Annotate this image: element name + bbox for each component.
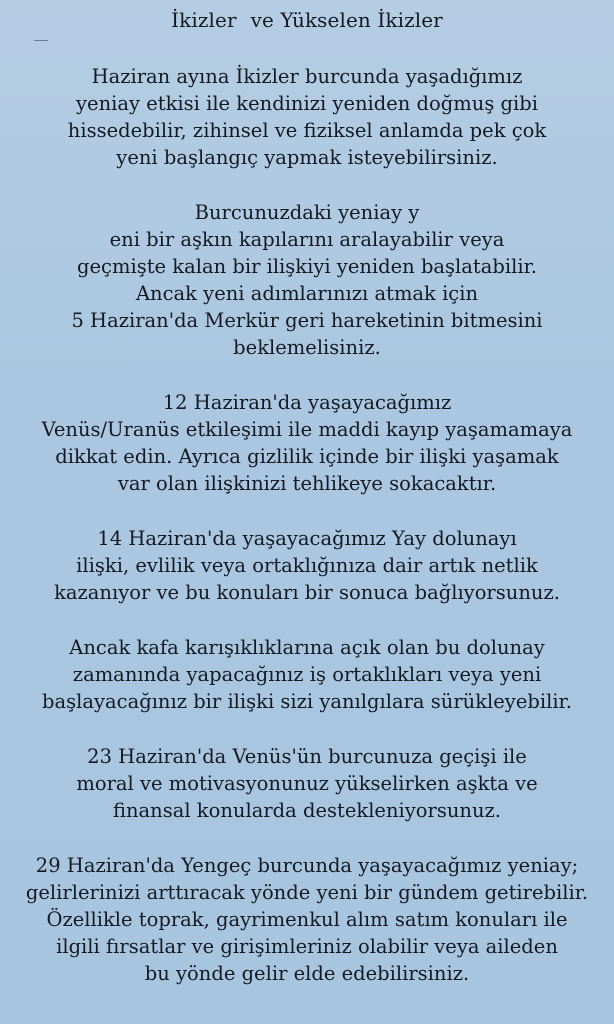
text-line: Haziran ayına İkizler burcunda yaşadığımız bbox=[91, 65, 523, 88]
text-line: hissedebilir, zihinsel ve fiziksel anlamda pek çok bbox=[67, 119, 547, 142]
text-line: Burcunuzdaki yeniay y bbox=[194, 201, 420, 224]
text-line: eni bir aşkın kapılarını aralayabilir veya bbox=[109, 228, 505, 251]
title-part-1: İkizler bbox=[171, 8, 237, 32]
text-line: Özellikle toprak, gayrimenkul alım satım konuları ile bbox=[46, 908, 568, 931]
text-line: başlayacağınız bir ilişki sizi yanılgılara sürükleyebilir. bbox=[42, 690, 572, 713]
text-line: beklemelisiniz. bbox=[233, 336, 381, 359]
paragraph-2 bbox=[0, 199, 614, 361]
text-line: yeni başlangıç yapmak isteyebilirsiniz. bbox=[116, 146, 498, 169]
text-line: Ancak yeni adımlarınızı atmak için bbox=[135, 282, 479, 305]
paragraph-5 bbox=[0, 634, 614, 715]
text-line: 23 Haziran'da Venüs'ün burcunuza geçişi ile bbox=[87, 745, 527, 768]
text-line: var olan ilişkinizi tehlikeye sokacaktır. bbox=[117, 472, 497, 495]
text-line: 12 Haziran'da yaşayacağımız bbox=[162, 391, 452, 414]
text-line: moral ve motivasyonunuz yükselirken aşkta ve bbox=[76, 772, 538, 795]
text-line: ilgili fırsatlar ve girişimleriniz olabilir veya aileden bbox=[56, 935, 558, 958]
text-line: gelirlerinizi arttıracak yönde yeni bir gündem getirebilir. bbox=[25, 881, 589, 904]
paragraph-3 bbox=[0, 389, 614, 497]
text-line: 5 Haziran'da Merkür geri hareketinin bitmesini bbox=[71, 309, 543, 332]
divider bbox=[34, 40, 48, 41]
text-line: 29 Haziran'da Yengeç burcunda yaşayacağımız yeniay; bbox=[35, 854, 579, 877]
text-line: kazanıyor ve bu konuları bir sonuca bağlıyorsunuz. bbox=[54, 581, 560, 604]
text-line: yeniay etkisi ile kendinizi yeniden doğmuş gibi bbox=[76, 92, 538, 115]
paragraph-6 bbox=[0, 743, 614, 824]
text-line: zamanında yapacağınız iş ortaklıkları veya yeni bbox=[72, 663, 542, 686]
text-line: finansal konularda destekleniyorsunuz. bbox=[112, 799, 501, 822]
text-line: 14 Haziran'da yaşayacağımız Yay dolunayı bbox=[97, 527, 517, 550]
text-line: Venüs/Uranüs etkileşimi ile maddi kayıp yaşamamaya bbox=[41, 418, 573, 441]
text-line: dikkat edin. Ayrıca gizlilik içinde bir ilişki yaşamak bbox=[55, 445, 559, 468]
title-part-2: ve Yükselen İkizler bbox=[250, 8, 443, 32]
text-line: Ancak kafa karışıklıklarına açık olan bu dolunay bbox=[69, 636, 545, 659]
paragraph-4 bbox=[0, 525, 614, 606]
text-line: bu yönde gelir elde edebilirsiniz. bbox=[144, 962, 470, 985]
paragraph-1 bbox=[0, 63, 614, 171]
text-line: ilişki, evlilik veya ortaklığınıza dair artık netlik bbox=[76, 554, 538, 577]
page-title bbox=[0, 6, 614, 34]
horoscope-text bbox=[0, 63, 614, 987]
text-line: geçmişte kalan bir ilişkiyi yeniden başlatabilir. bbox=[77, 255, 537, 278]
paragraph-7 bbox=[0, 852, 614, 987]
